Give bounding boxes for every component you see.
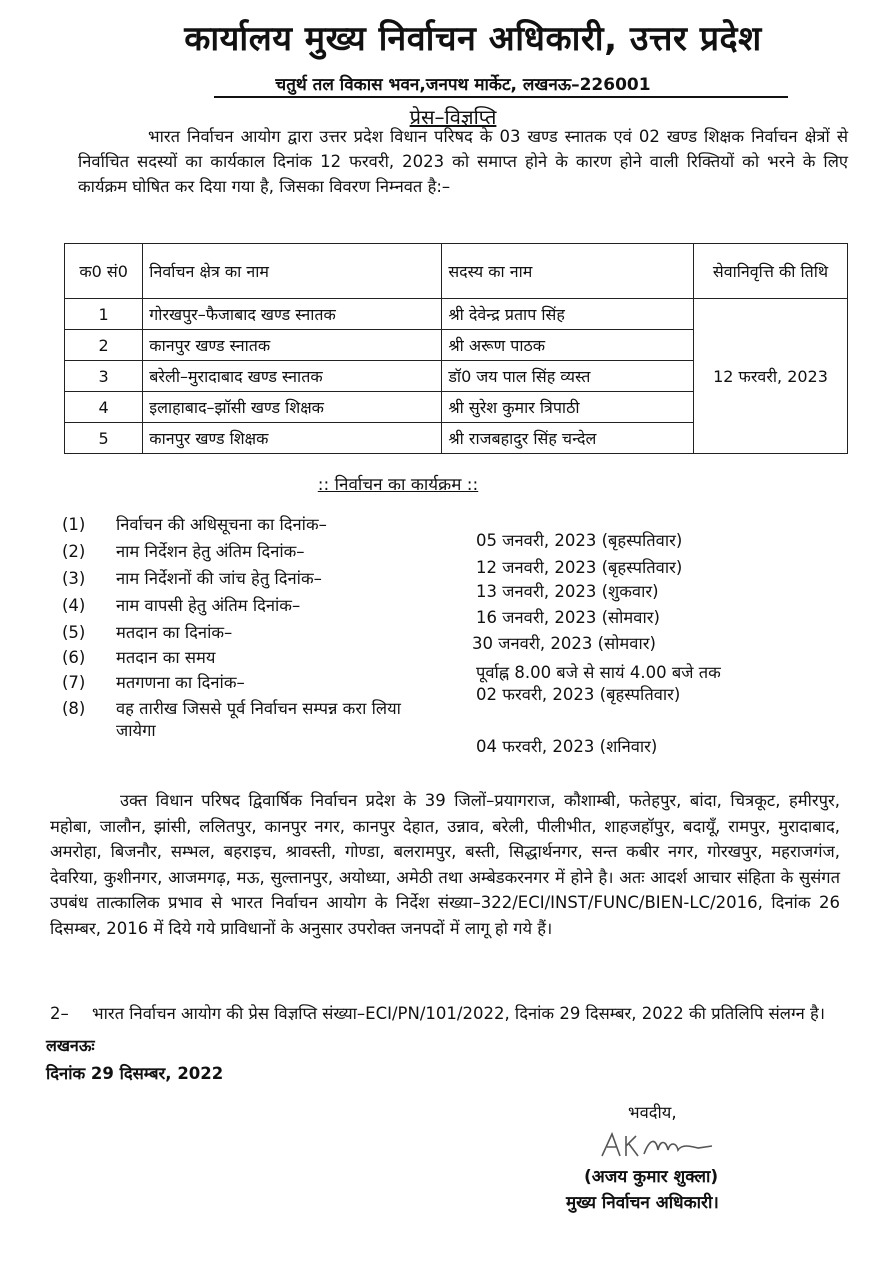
- attachment-text: भारत निर्वाचन आयोग की प्रेस विज्ञप्ति संख्या–ECI/PN/101/2022, दिनांक 29 दिसम्बर, 2022 की प्रतिलिपि संलग्न है।: [92, 1004, 826, 1023]
- schedule-number: (5): [62, 623, 86, 642]
- schedule-label: नाम वापसी हेतु अंतिम दिनांक–: [116, 596, 301, 615]
- schedule-number: (3): [62, 569, 86, 588]
- cell-constituency: बरेली–मुरादाबाद खण्ड स्नातक: [143, 361, 442, 392]
- cell-constituency: कानपुर खण्ड स्नातक: [143, 330, 442, 361]
- cell-constituency: कानपुर खण्ड शिक्षक: [143, 423, 442, 454]
- cell-constituency: गोरखपुर–फैजाबाद खण्ड स्नातक: [143, 299, 442, 330]
- schedule-number: (4): [62, 596, 86, 615]
- header-constituency: निर्वाचन क्षेत्र का नाम: [143, 244, 442, 299]
- cell-member: श्री देवेन्द्र प्रताप सिंह: [442, 299, 694, 330]
- signatory-name: (अजय कुमार शुक्ला): [584, 1167, 719, 1187]
- closing-salutation: भवदीय,: [628, 1103, 677, 1122]
- press-release-heading: प्रेस–विज्ञप्ति: [409, 105, 497, 129]
- schedule-value: 13 जनवरी, 2023 (शुकवार): [476, 582, 659, 601]
- attachment-paragraph: [50, 1001, 840, 1026]
- schedule-number: (2): [62, 542, 86, 561]
- signature: [598, 1128, 718, 1162]
- schedule-item: [0, 647, 886, 682]
- header-sn: क0 सं0: [65, 244, 143, 299]
- schedule-label: निर्वाचन की अधिसूचना का दिनांक–: [116, 515, 327, 534]
- schedule-value: 05 जनवरी, 2023 (बृहस्पतिवार): [476, 531, 683, 550]
- schedule-value: 12 जनवरी, 2023 (बृहस्पतिवार): [476, 558, 683, 577]
- header-divider: [214, 96, 788, 98]
- table-row: [65, 299, 848, 330]
- cell-sn: 5: [65, 423, 143, 454]
- cell-sn: 3: [65, 361, 143, 392]
- cell-sn: 4: [65, 392, 143, 423]
- cell-member: श्री अरूण पाठक: [442, 330, 694, 361]
- table-header-row: [65, 244, 848, 299]
- cell-retirement-date: 12 फरवरी, 2023: [694, 299, 848, 454]
- schedule-value: पूर्वाह्न 8.00 बजे से सायं 4.00 बजे तक: [476, 663, 721, 682]
- cell-member: श्री राजबहादुर सिंह चन्देल: [442, 423, 694, 454]
- schedule-item: [0, 595, 886, 627]
- issue-date: दिनांक 29 दिसम्बर, 2022: [46, 1064, 224, 1083]
- schedule-number: (1): [62, 515, 86, 534]
- schedule-item: [0, 698, 886, 756]
- schedule-label: मतगणना का दिनांक–: [116, 673, 245, 692]
- office-title: कार्यालय मुख्य निर्वाचन अधिकारी, उत्तर प्रदेश: [184, 19, 762, 59]
- schedule-item: [0, 541, 886, 577]
- schedule-heading: :: निर्वाचन का कार्यक्रम ::: [317, 475, 479, 495]
- schedule-number: (8): [62, 699, 86, 718]
- schedule-item: [0, 622, 886, 653]
- paragraph-number: 2–: [50, 1004, 69, 1023]
- office-address: चतुर्थ तल विकास भवन,जनपथ मार्केट, लखनऊ–226001: [275, 75, 651, 95]
- cell-member: श्री सुरेश कुमार त्रिपाठी: [442, 392, 694, 423]
- schedule-number: (7): [62, 673, 86, 692]
- schedule-value: 04 फरवरी, 2023 (शनिवार): [476, 737, 658, 756]
- cell-member: डॉ0 जय पाल सिंह व्यस्त: [442, 361, 694, 392]
- schedule-item: [0, 672, 886, 704]
- schedule-label: नाम निर्देशन हेतु अंतिम दिनांक–: [116, 542, 305, 561]
- schedule-value: 02 फरवरी, 2023 (बृहस्पतिवार): [476, 685, 681, 704]
- schedule-label: मतदान का समय: [116, 648, 216, 667]
- schedule-item: [0, 568, 886, 601]
- place-label: लखनऊः: [46, 1036, 95, 1055]
- schedule-label: मतदान का दिनांक–: [116, 623, 233, 642]
- schedule-number: (6): [62, 648, 86, 667]
- cell-sn: 2: [65, 330, 143, 361]
- vacancy-table: [64, 243, 848, 454]
- schedule-item: [0, 514, 886, 550]
- schedule-label: नाम निर्देशनों की जांच हेतु दिनांक–: [116, 569, 322, 588]
- schedule-value: 30 जनवरी, 2023 (सोमवार): [472, 634, 656, 653]
- schedule-label: वह तारीख जिससे पूर्व निर्वाचन सम्पन्न करा लिया जायेगा: [116, 699, 401, 740]
- cell-sn: 1: [65, 299, 143, 330]
- header-retirement: सेवानिवृत्ति की तिथि: [694, 244, 848, 299]
- cell-constituency: इलाहाबाद–झॉसी खण्ड शिक्षक: [143, 392, 442, 423]
- header-member: सदस्य का नाम: [442, 244, 694, 299]
- schedule-value: 16 जनवरी, 2023 (सोमवार): [476, 608, 660, 627]
- intro-paragraph: भारत निर्वाचन आयोग द्वारा उत्तर प्रदेश विधान परिषद के 03 खण्ड स्नातक एवं 02 खण्ड शिक्षक निर्वाचन क्षेत्रों से निर्वाचित सदस्यों का कार्यकाल दिनांक 12 फरवरी, 2023 को समाप्त होने के कारण होने वाली रिक्तियों को भरने के लिए कार्यक्रम घोषित कर दिया गया है, जिसका विवरण निम्नवत है:–: [78, 127, 848, 196]
- signatory-title: मुख्य निर्वाचन अधिकारी।: [566, 1193, 719, 1213]
- districts-paragraph: उक्त विधान परिषद द्विवार्षिक निर्वाचन प्रदेश के 39 जिलों–प्रयागराज, कौशाम्बी, फतेहपुर, बांदा, चित्रकूट, हमीरपुर, महोबा, जालौन, झांसी, ललितपुर, कानपुर नगर, कानपुर देहात, उन्नाव, बरेली, पीलीभीत, शाहजहॉपुर, बदायूँ, रामपुर, मुरादाबाद, अमरोहा, बिजनौर, सम्भल, बहराइच, श्रावस्ती, गोण्डा, बलरामपुर, बस्ती, सिद्धार्थनगर, सन्त कबीर नगर, गोरखपुर, महराजगंज, देवरिया, कुशीनगर, आजमगढ़, मऊ, सुल्तानपुर, अयोध्या, अमेठी तथा अम्बेडकरनगर में होने है। अतः आदर्श आचार संहिता के सुसंगत उपबंध तात्कालिक प्रभाव से भारत निर्वाचन आयोग के निर्देश संख्या–322/ECI/INST/FUNC/BIEN-LC/2016, दिनांक 26 दिसम्बर, 2016 में दिये गये प्राविधानों के अनुसार उपरोक्त जनपदों में लागू हो गये हैं।: [50, 791, 840, 938]
